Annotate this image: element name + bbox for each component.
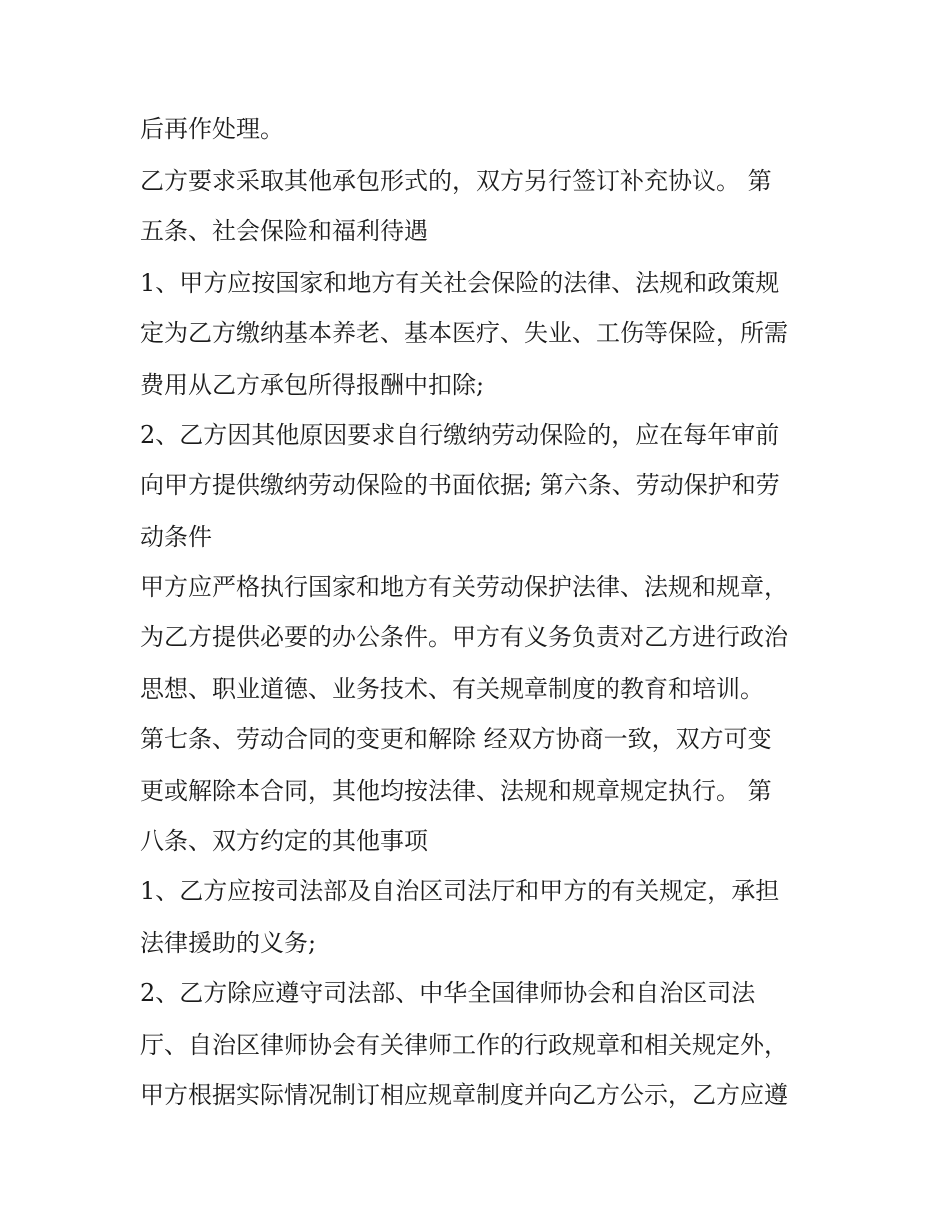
text-line: 1、甲方应按国家和地方有关社会保险的法律、法规和政策规 (140, 269, 780, 297)
text-line: 乙方要求采取其他承包形式的，双方另行签订补充协议。 第 (140, 167, 772, 195)
text-line: 费用从乙方承包所得报酬中扣除; (140, 371, 485, 399)
text-line: 五条、社会保险和福利待遇 (140, 217, 428, 245)
text-line: 为乙方提供必要的办公条件。甲方有义务负责对乙方进行政治 (140, 623, 788, 651)
text-line: 后再作处理。 (140, 115, 284, 143)
text-line: 1、乙方应按司法部及自治区司法厅和甲方的有关规定，承担 (140, 877, 780, 905)
text-line: 定为乙方缴纳基本养老、基本医疗、失业、工伤等保险，所需 (140, 319, 788, 347)
text-line: 第七条、劳动合同的变更和解除 经双方协商一致，双方可变 (140, 725, 772, 753)
text-line: 2、乙方除应遵守司法部、中华全国律师协会和自治区司法 (140, 979, 756, 1007)
text-line: 向甲方提供缴纳劳动保险的书面依据; 第六条、劳动保护和劳 (140, 471, 780, 499)
text-line: 法律援助的义务; (140, 929, 317, 957)
text-line: 甲方应严格执行国家和地方有关劳动保护法律、法规和规章， (140, 573, 788, 601)
text-line: 八条、双方约定的其他事项 (140, 827, 428, 855)
text-line: 2、乙方因其他原因要求自行缴纳劳动保险的，应在每年审前 (140, 421, 780, 449)
text-line: 厅、自治区律师协会有关律师工作的行政规章和相关规定外， (140, 1031, 788, 1059)
text-line: 甲方根据实际情况制订相应规章制度并向乙方公示，乙方应遵 (140, 1081, 788, 1109)
text-line: 思想、职业道德、业务技术、有关规章制度的教育和培训。 (140, 675, 764, 703)
text-line: 更或解除本合同，其他均按法律、法规和规章规定执行。 第 (140, 777, 772, 805)
text-line: 动条件 (140, 523, 212, 551)
